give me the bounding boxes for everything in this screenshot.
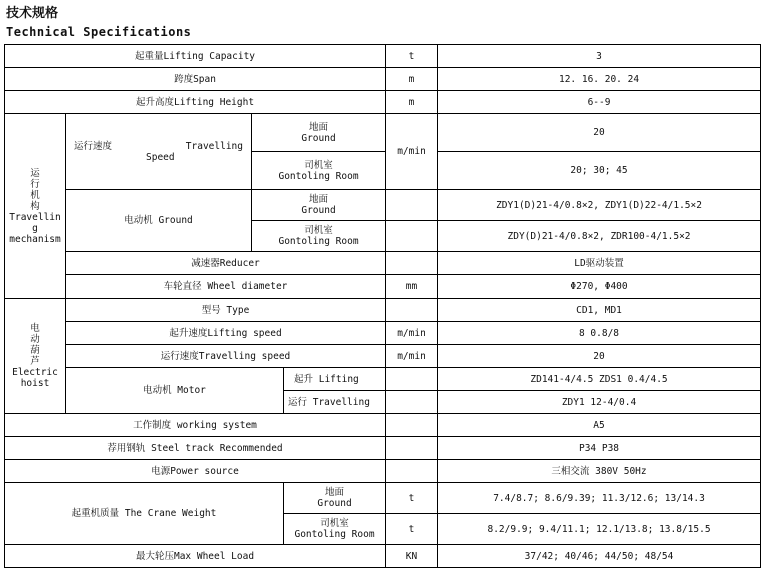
row-travel-speed-ground — [5, 114, 761, 152]
unit-max-wheel-load: KN — [386, 545, 438, 568]
label-lifting-height: 起升高度Lifting Height — [5, 91, 386, 114]
heading-english: Technical Specifications — [6, 25, 192, 39]
value-speed-ground: 20 — [438, 114, 761, 152]
label-crane-weight-ground — [284, 483, 386, 514]
unit-hoist-motor-lifting — [386, 368, 438, 391]
label-travel-motor: 电动机 Ground — [66, 190, 252, 252]
value-hoist-type: CD1, MD1 — [438, 299, 761, 322]
label-motor-ground — [252, 190, 386, 221]
label-travelling-mechanism — [5, 114, 66, 299]
value-crane-weight-ground: 7.4/8.7; 8.6/9.39; 11.3/12.6; 13/14.3 — [438, 483, 761, 514]
crane-weight-room-cn: 司机室 — [320, 518, 349, 529]
row-lifting-height — [5, 91, 761, 114]
unit-lifting-height: m — [386, 91, 438, 114]
row-hoist-type — [5, 299, 761, 322]
travelling-speed-cn: 运行速度 — [74, 140, 113, 152]
label-hoist-travel-speed: 运行速度Travelling speed — [66, 345, 386, 368]
motor-room-en: Gontoling Room — [278, 236, 359, 247]
value-wheel-diameter: Φ270, Φ400 — [438, 275, 761, 299]
travel-mech-line-2: 行 — [30, 178, 40, 190]
row-steel-track — [5, 437, 761, 460]
value-motor-ground: ZDY1(D)21-4/0.8×2, ZDY1(D)22-4/1.5×2 — [438, 190, 761, 221]
unit-travelling-speed: m/min — [386, 114, 438, 190]
unit-crane-weight-ground: t — [386, 483, 438, 514]
row-working-system — [5, 414, 761, 437]
speed-ground-en: Ground — [301, 132, 336, 144]
specifications-table — [4, 44, 761, 568]
speed-room-cn: 司机室 — [304, 159, 333, 171]
travel-mech-line-6: g — [32, 222, 38, 234]
unit-wheel-diameter: mm — [386, 275, 438, 299]
row-power-source — [5, 460, 761, 483]
unit-motor-ground — [386, 190, 438, 221]
row-hoist-travel-speed — [5, 345, 761, 368]
label-max-wheel-load: 最大轮压Max Wheel Load — [5, 545, 386, 568]
label-hoist-motor-travelling: 运行 Travelling — [284, 391, 386, 414]
label-speed-ground — [252, 114, 386, 152]
hoist-line-1: 电 — [30, 323, 40, 334]
label-hoist-motor: 电动机 Motor — [66, 368, 284, 414]
value-reducer: LD驱动装置 — [438, 252, 761, 275]
unit-lifting-capacity: t — [386, 45, 438, 68]
unit-motor-room — [386, 221, 438, 252]
row-reducer — [5, 252, 761, 275]
travelling-speed-en2: Speed — [146, 151, 175, 163]
unit-hoist-type — [386, 299, 438, 322]
value-working-system: A5 — [438, 414, 761, 437]
label-travelling-speed — [66, 114, 252, 190]
unit-span: m — [386, 68, 438, 91]
value-hoist-motor-lifting: ZD141-4/4.5 ZDS1 0.4/4.5 — [438, 368, 761, 391]
travel-mech-line-4: 构 — [30, 200, 40, 212]
travel-mech-line-1: 运 — [30, 167, 40, 179]
value-max-wheel-load: 37/42; 40/46; 44/50; 48/54 — [438, 545, 761, 568]
unit-hoist-travel-speed: m/min — [386, 345, 438, 368]
speed-room-en: Gontoling Room — [278, 170, 359, 182]
value-steel-track: P34 P38 — [438, 437, 761, 460]
hoist-line-6: hoist — [20, 378, 50, 389]
value-lifting-capacity: 3 — [438, 45, 761, 68]
travelling-speed-en: Travelling — [185, 140, 243, 152]
label-span: 跨度Span — [5, 68, 386, 91]
value-crane-weight-room: 8.2/9.9; 9.4/11.1; 12.1/13.8; 13.8/15.5 — [438, 514, 761, 545]
row-crane-weight-ground — [5, 483, 761, 514]
row-lifting-speed — [5, 322, 761, 345]
label-crane-weight-room — [284, 514, 386, 545]
label-hoist-type: 型号 Type — [66, 299, 386, 322]
value-hoist-motor-travelling: ZDY1 12-4/0.4 — [438, 391, 761, 414]
heading-chinese: 技术规格 — [6, 6, 59, 21]
value-lifting-height: 6--9 — [438, 91, 761, 114]
speed-ground-cn: 地面 — [309, 121, 329, 133]
label-hoist-motor-lifting: 起升 Lifting — [284, 368, 386, 391]
hoist-line-2: 动 — [30, 334, 40, 345]
motor-room-cn: 司机室 — [304, 225, 333, 236]
label-electric-hoist — [5, 299, 66, 414]
value-power-source: 三相交流 380V 50Hz — [438, 460, 761, 483]
label-power-source: 电源Power source — [5, 460, 386, 483]
crane-weight-ground-en: Ground — [317, 498, 352, 509]
label-speed-room — [252, 152, 386, 190]
crane-weight-room-en: Gontoling Room — [294, 529, 375, 540]
unit-lifting-speed: m/min — [386, 322, 438, 345]
hoist-line-5: Electric — [12, 367, 58, 378]
crane-weight-ground-cn: 地面 — [325, 487, 345, 498]
hoist-line-3: 葫 — [30, 345, 40, 356]
label-lifting-capacity: 起重量Lifting Capacity — [5, 45, 386, 68]
value-lifting-speed: 8 0.8/8 — [438, 322, 761, 345]
value-speed-room: 20; 30; 45 — [438, 152, 761, 190]
value-hoist-travel-speed: 20 — [438, 345, 761, 368]
label-steel-track: 荐用钢轨 Steel track Recommended — [5, 437, 386, 460]
unit-hoist-motor-travelling — [386, 391, 438, 414]
value-motor-room: ZDY(D)21-4/0.8×2, ZDR100-4/1.5×2 — [438, 221, 761, 252]
unit-steel-track — [386, 437, 438, 460]
hoist-line-4: 芦 — [30, 356, 40, 367]
travel-mech-line-3: 机 — [30, 189, 40, 201]
label-working-system: 工作制度 working system — [5, 414, 386, 437]
row-hoist-motor-lifting — [5, 368, 761, 391]
value-span: 12. 16. 20. 24 — [438, 68, 761, 91]
motor-ground-cn: 地面 — [309, 194, 329, 205]
row-wheel-diameter — [5, 275, 761, 299]
row-span — [5, 68, 761, 91]
unit-power-source — [386, 460, 438, 483]
label-lifting-speed: 起升速度Lifting speed — [66, 322, 386, 345]
row-motor-ground — [5, 190, 761, 221]
label-reducer: 减速器Reducer — [66, 252, 386, 275]
motor-ground-en: Ground — [301, 205, 336, 216]
unit-crane-weight-room: t — [386, 514, 438, 545]
row-lifting-capacity — [5, 45, 761, 68]
unit-working-system — [386, 414, 438, 437]
label-motor-room — [252, 221, 386, 252]
label-crane-weight: 起重机质量 The Crane Weight — [5, 483, 284, 545]
row-max-wheel-load — [5, 545, 761, 568]
travel-mech-line-5: Travellin — [9, 211, 61, 223]
label-wheel-diameter: 车轮直径 Wheel diameter — [66, 275, 386, 299]
travel-mech-line-7: mechanism — [9, 233, 61, 245]
unit-reducer — [386, 252, 438, 275]
